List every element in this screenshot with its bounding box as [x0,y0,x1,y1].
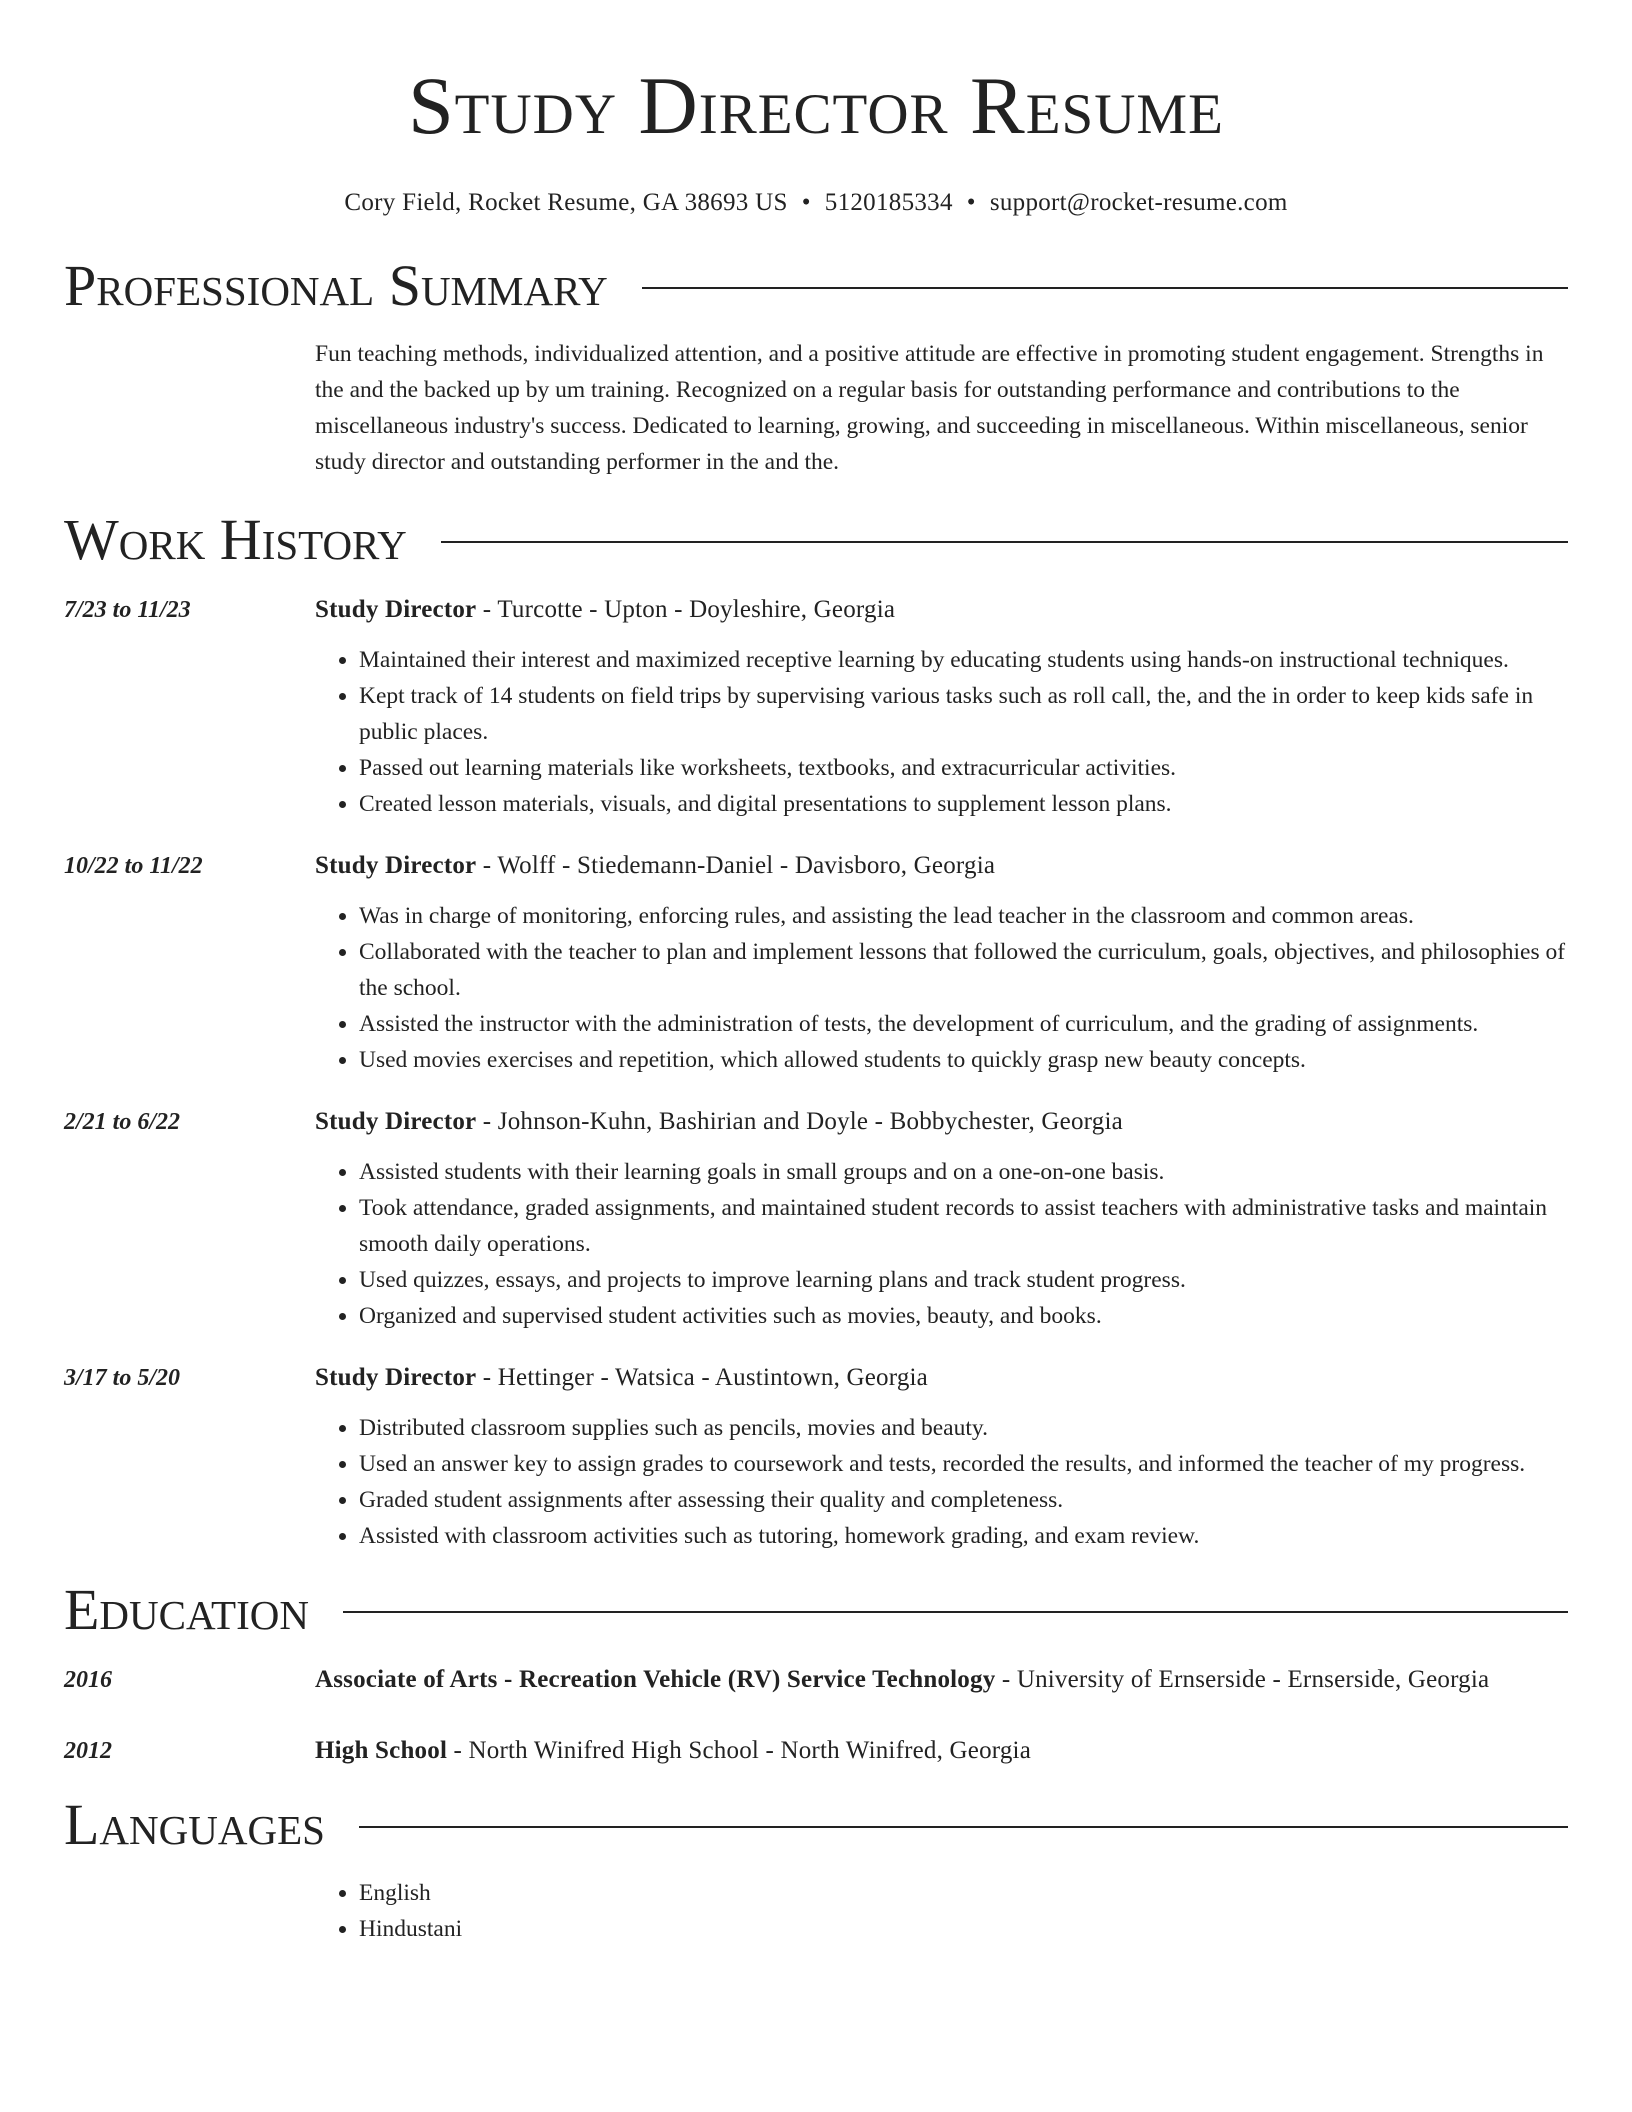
section-divider [359,1826,1568,1828]
job-role: Study Director [315,1364,477,1391]
education-school: - University of Ernserside - Ernserside, Georgia [995,1666,1490,1693]
job-title-line [315,592,1568,628]
contact-phone: 5120185334 [824,189,953,216]
list-item: • English [359,1875,1568,1911]
contact-email: support@rocket-resume.com [989,189,1288,216]
job-dates: 2/21 to 6/22 [64,1109,181,1135]
section-divider [343,1611,1568,1613]
job-main [315,592,1568,822]
list-item: • Took attendance, graded assignments, and maintained student records to assist teachers with administrative tasks and maintain smooth daily operations. [359,1190,1568,1262]
section-title: Work History [64,507,407,572]
job-employer: - Wolff - Stiedemann-Daniel - Davisboro, Georgia [476,852,996,879]
work-history-section [64,508,1568,1554]
section-divider [441,541,1568,543]
section-header [64,1578,1568,1642]
job-bullets [315,642,1568,822]
list-item: • Maintained their interest and maximized receptive learning by educating students using hands-on instructional techniques. [359,642,1568,678]
education-entry [64,1662,1568,1698]
list-item: • Graded student assignments after assessing their quality and completeness. [359,1482,1568,1518]
contact-line [0,188,1632,218]
bullet-separator: • [801,189,811,216]
education-degree: Associate of Arts - Recreation Vehicle (RV) Service Technology [315,1666,996,1693]
job-role: Study Director [315,1108,477,1135]
job-main [315,1104,1568,1334]
education-year: 2016 [64,1667,112,1693]
contact-address: Cory Field, Rocket Resume, GA 38693 US [344,189,788,216]
resume-header [0,0,1632,218]
list-item: • Created lesson materials, visuals, and digital presentations to supplement lesson plans. [359,786,1568,822]
job-title-line [315,848,1568,884]
job-employer: - Johnson-Kuhn, Bashirian and Doyle - Bobbychester, Georgia [476,1108,1123,1135]
job-main [315,1360,1568,1554]
languages-list-wrap [315,1875,1568,1947]
education-entry [64,1733,1568,1769]
summary-text: Fun teaching methods, individualized attention, and a positive attitude are effective in promoting student engagement. Strengths in the and the backed up by um training. Recognized on a regular basis for outstanding performance and contributions to the miscellaneous industry's success. Dedicated to learning, growing, and succeeding in miscellaneous. Within miscellaneous, senior study director and outstanding performer in the and the. [315,341,1544,475]
education-line [315,1662,1568,1698]
job-entry [64,1360,1568,1554]
section-header [64,254,1568,318]
section-title: Professional Summary [64,253,608,318]
list-item: • Assisted students with their learning goals in small groups and on a one-on-one basis. [359,1154,1568,1190]
job-dates: 3/17 to 5/20 [64,1365,181,1391]
list-item: • Used quizzes, essays, and projects to improve learning plans and track student progress. [359,1262,1568,1298]
languages-list [315,1875,1568,1947]
summary-section [64,254,1568,480]
job-entry [64,1104,1568,1334]
list-item: • Passed out learning materials like worksheets, textbooks, and extracurricular activities. [359,750,1568,786]
job-employer: - Turcotte - Upton - Doyleshire, Georgia [476,596,896,623]
list-item: • Kept track of 14 students on field trips by supervising various tasks such as roll call, the, and the in order to keep kids safe in public places. [359,678,1568,750]
list-item: • Assisted the instructor with the administration of tests, the development of curriculum, and the grading of assignments. [359,1006,1568,1042]
education-year: 2012 [64,1738,112,1764]
resume-title: Study Director Resume [408,60,1224,151]
list-item: • Was in charge of monitoring, enforcing rules, and assisting the lead teacher in the classroom and common areas. [359,898,1568,934]
job-employer: - Hettinger - Watsica - Austintown, Georgia [476,1364,928,1391]
bullet-separator: • [966,189,976,216]
list-item: • Collaborated with the teacher to plan and implement lessons that followed the curriculum, goals, objectives, and philosophies of the school. [359,934,1568,1006]
list-item: • Used movies exercises and repetition, which allowed students to quickly grasp new beauty concepts. [359,1042,1568,1078]
list-item: • Used an answer key to assign grades to coursework and tests, recorded the results, and informed the teacher of my progress. [359,1446,1568,1482]
education-degree: High School [315,1737,448,1764]
languages-section [64,1793,1568,1947]
job-bullets [315,898,1568,1078]
job-main [315,848,1568,1078]
list-item: • Organized and supervised student activities such as movies, beauty, and books. [359,1298,1568,1334]
list-item: • Assisted with classroom activities such as tutoring, homework grading, and exam review. [359,1518,1568,1554]
education-section [64,1578,1568,1769]
job-dates: 7/23 to 11/23 [64,597,191,623]
list-item: • Hindustani [359,1911,1568,1947]
job-entry [64,592,1568,822]
section-header [64,1793,1568,1857]
job-bullets [315,1154,1568,1334]
education-school: - North Winifred High School - North Winifred, Georgia [447,1737,1031,1764]
job-dates: 10/22 to 11/22 [64,853,203,879]
job-role: Study Director [315,596,477,623]
section-header [64,508,1568,572]
section-title: Languages [64,1792,325,1857]
list-item: • Distributed classroom supplies such as pencils, movies and beauty. [359,1410,1568,1446]
job-entry [64,848,1568,1078]
education-line [315,1733,1568,1769]
job-title-line [315,1104,1568,1140]
section-divider [642,287,1568,289]
job-bullets [315,1410,1568,1554]
job-role: Study Director [315,852,477,879]
job-title-line [315,1360,1568,1396]
section-title: Education [64,1577,309,1642]
